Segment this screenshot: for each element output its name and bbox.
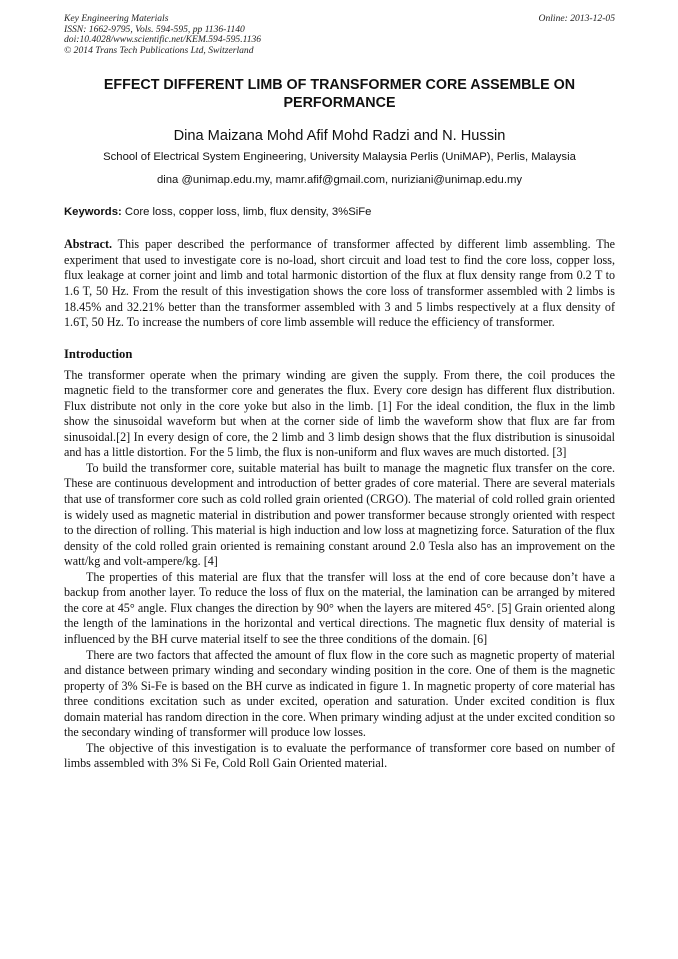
keywords-text: Core loss, copper loss, limb, flux density, 3%SiFe — [121, 206, 372, 219]
intro-paragraph: The transformer operate when the primary winding are given the supply. From there, the coil produces the magnetic field to the transformer core and generates the flux. Every core design has different flux distribution. Flux distribute not only in the core yoke but also in the limb. [1] For the ideal condition, the flux in the limb show the sinusoidal waveform but when at the corner side of limb the waveform show that flux are far from sinusoidal.[2] In every design of core, the 2 limb and 3 limb design shows that the flux distribution is sinusoidal and has a little distortion. For the 5 limb, the flux is non-uniform and flux waves are much distorted. [3] — [64, 367, 615, 460]
keywords-label: Keywords: — [64, 206, 122, 219]
journal-doi[interactable]: doi:10.4028/www.scientific.net/KEM.594-595.1136 — [64, 34, 262, 46]
journal-name: Key Engineering Materials — [64, 13, 169, 24]
journal-header — [64, 14, 615, 56]
journal-issn: ISSN: 1662-9795, Vols. 594-595, pp 1136-1140 — [64, 23, 245, 35]
online-date: Online: 2013-12-05 — [538, 13, 615, 24]
intro-paragraph: There are two factors that affected the amount of flux flow in the core such as magnetic property of material and distance between primary winding and secondary winding position in the core. One of them is the magnetic property of 3% Si-Fe is based on the BH curve as indicated in figure 1. In magnetic property of core material has three conditions excitation such as under excited, operation and saturation. Under excited condition is flux domain material has random direction in the core. When primary winding adjust at the under excited condition so the secondary winding of transformer will produce low losses. — [64, 647, 615, 740]
intro-paragraph: The objective of this investigation is to evaluate the performance of transformer core based on number of limbs assembled with 3% Si Fe, Cold Roll Gain Oriented material. — [64, 740, 615, 771]
abstract-label: Abstract. — [64, 237, 113, 252]
journal-copyright: © 2014 Trans Tech Publications Ltd, Switzerland — [64, 44, 254, 56]
author-affiliation: School of Electrical System Engineering, University Malaysia Perlis (UniMAP), Perlis, Malaysia — [103, 151, 576, 164]
author-emails[interactable]: dina @unimap.edu.my, mamr.afif@gmail.com, nuriziani@unimap.edu.my — [156, 174, 523, 187]
paper-authors: Dina Maizana Mohd Afif Mohd Radzi and N. Hussin — [173, 128, 506, 145]
section-heading-introduction: Introduction — [64, 346, 133, 361]
journal-info — [64, 14, 615, 56]
intro-paragraph: The properties of this material are flux that the transfer will loss at the end of core because don’t have a backup from another layer. To reduce the loss of flux on the material, the lamination can be arranged by mitered the core at 45° angle. Flux changes the direction by 90° when the layers are mitered 45°. [5] Grain oriented along the length of the laminations in the horizontal and vertical directions. The magnetic flux density of material is influenced by the BH curve material itself to see the three conditions of the domain. [6] — [64, 569, 615, 646]
intro-paragraph: To build the transformer core, suitable material has built to manage the magnetic flux transfer on the core. These are continuous development and introduction of better grades of core material. There are several materials that use of transformer core such as cold rolled grain oriented (CRGO). The material of cold rolled grain oriented is widely used as magnetic material in distribution and power transformer because strongly oriented with respect to the direction of rolling. This material is high induction and low loss at magnetizing force. Saturation of the flux density of the cold rolled grain oriented is remaining constant around 2.0 Tesla also has an improvement on the watt/kg and volt-ampere/kg. [4] — [64, 460, 615, 569]
abstract — [64, 237, 615, 330]
introduction-body — [64, 368, 615, 772]
abstract-text: This paper described the performance of transformer affected by different limb assembling. The experiment that used to investigate core is no-load, short circuit and load test to find the core loss, copper loss, flux leakage at corner joint and limb and total harmonic distortion of the flux at flux density range from 0.2 T to 1.6 T, 50 Hz. From the result of this investigation shows the core loss of transformer assembled with 2 limbs is 18.45% and 32.21% better than the transformer assembled with 3 and 5 limbs respectively at a flux density of 1.6T, 50 Hz. To increase the numbers of core limb assemble will reduce the efficiency of transformer. — [64, 237, 615, 330]
keywords — [64, 205, 615, 219]
paper-title: EFFECT DIFFERENT LIMB OF TRANSFORMER CORE ASSEMBLE ON PERFORMANCE — [103, 77, 576, 112]
